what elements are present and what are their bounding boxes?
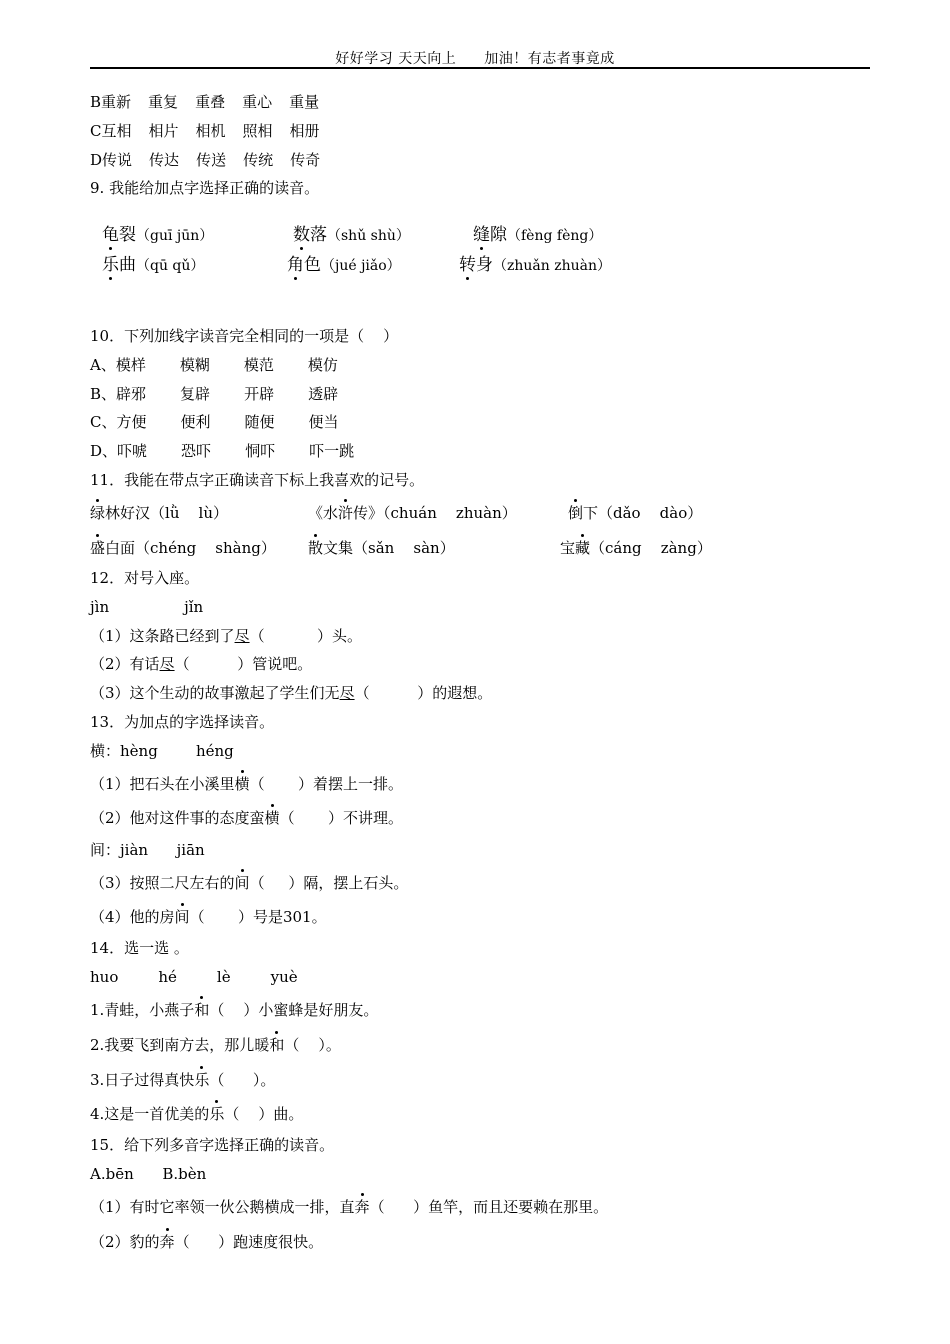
q13-sentence-4: （4）他的房间（ ）号是301。: [90, 908, 327, 926]
q10-option-b: B、辟邪 复辟 开辟 透辟: [90, 385, 339, 403]
q12-sentence-1: （1）这条路已经到了尽（ ）头。: [90, 627, 363, 645]
q10-option-a: A、模样 模糊 模范 模仿: [90, 356, 338, 374]
q14-sentence-3: 3.日子过得真快乐（ ）。: [90, 1071, 276, 1089]
header-left: 好好学习 天天向上: [335, 51, 457, 67]
q14-sentence-1: 1.青蛙，小燕子和（ ）小蜜蜂是好朋友。: [90, 1001, 379, 1019]
q11-item: 盛白面（chéng shàng）: [90, 539, 276, 557]
q10-option-d: D、吓唬 恐吓 恫吓 吓一跳: [90, 442, 355, 460]
q11-item: 散文集（sǎn sàn）: [308, 539, 455, 557]
q13-heng-options: 横：hèng héng: [90, 742, 234, 760]
q14-title: 14．选一选 。: [90, 939, 189, 957]
q13-sentence-2: （2）他对这件事的态度蛮横（ ）不讲理。: [90, 809, 403, 827]
q9-item: 龟裂（guī jūn）: [102, 220, 213, 245]
header-rule: [90, 67, 870, 69]
q15-sentence-2: （2）豹的奔（ ）跑速度很快。: [90, 1233, 324, 1251]
q13-sentence-3: （3）按照二尺左右的间（ ）隔，摆上石头。: [90, 874, 409, 892]
q10-title: 10．下列加线字读音完全相同的一项是（ ）: [90, 327, 399, 345]
q11-item: 绿林好汉（lǜ lù）: [90, 504, 229, 522]
q12-pinyin: jìn jǐn: [90, 598, 204, 616]
q8-option-b: B重新 重复 重叠 重心 重量: [90, 93, 320, 111]
q14-pinyin: huo hé lè yuè: [90, 968, 298, 986]
q8-option-c: C互相 相片 相机 照相 相册: [90, 122, 320, 140]
q9-item: 数落（shǔ shù）: [293, 220, 410, 245]
q12-sentence-3: （3）这个生动的故事激起了学生们无尽（ ）的遐想。: [90, 684, 493, 702]
q8-option-d: D传说 传达 传送 传统 传奇: [90, 151, 321, 169]
q15-options: A.bēn B.bèn: [90, 1165, 207, 1183]
q11-title: 11．我能在带点字正确读音下标上我喜欢的记号。: [90, 471, 425, 489]
q9-item: 乐曲（qū qǔ）: [102, 250, 204, 275]
q9-item: 缝隙（fèng fèng）: [473, 220, 602, 245]
q11-item: 倒下（dǎo dào）: [568, 504, 703, 522]
header-right: 加油！有志者事竟成: [484, 51, 615, 67]
page-header: [0, 48, 950, 68]
q15-sentence-1: （1）有时它率领一伙公鹅横成一排，直奔（ ）鱼竿，而且还要赖在那里。: [90, 1198, 609, 1216]
q15-title: 15．给下列多音字选择正确的读音。: [90, 1136, 335, 1154]
q9-item: 角色（jué jiǎo）: [287, 250, 401, 275]
q9-item: 转身（zhuǎn zhuàn）: [459, 250, 611, 275]
q13-jian-options: 间：jiàn jiān: [90, 841, 205, 859]
q12-title: 12．对号入座。: [90, 569, 200, 587]
q9-title: 9. 我能给加点字选择正确的读音。: [90, 179, 320, 197]
q10-option-c: C、方便 便利 随便 便当: [90, 413, 339, 431]
q11-item: 《水浒传》（chuán zhuàn）: [308, 504, 517, 522]
q13-sentence-1: （1）把石头在小溪里横（ ）着摆上一排。: [90, 775, 403, 793]
q14-sentence-2: 2.我要飞到南方去，那儿暖和（ ）。: [90, 1036, 341, 1054]
q14-sentence-4: 4.这是一首优美的乐（ ）曲。: [90, 1105, 304, 1123]
q13-title: 13．为加点的字选择读音。: [90, 713, 275, 731]
q12-sentence-2: （2）有话尽（ ）管说吧。: [90, 655, 313, 673]
q11-item: 宝藏（cáng zàng）: [560, 539, 712, 557]
